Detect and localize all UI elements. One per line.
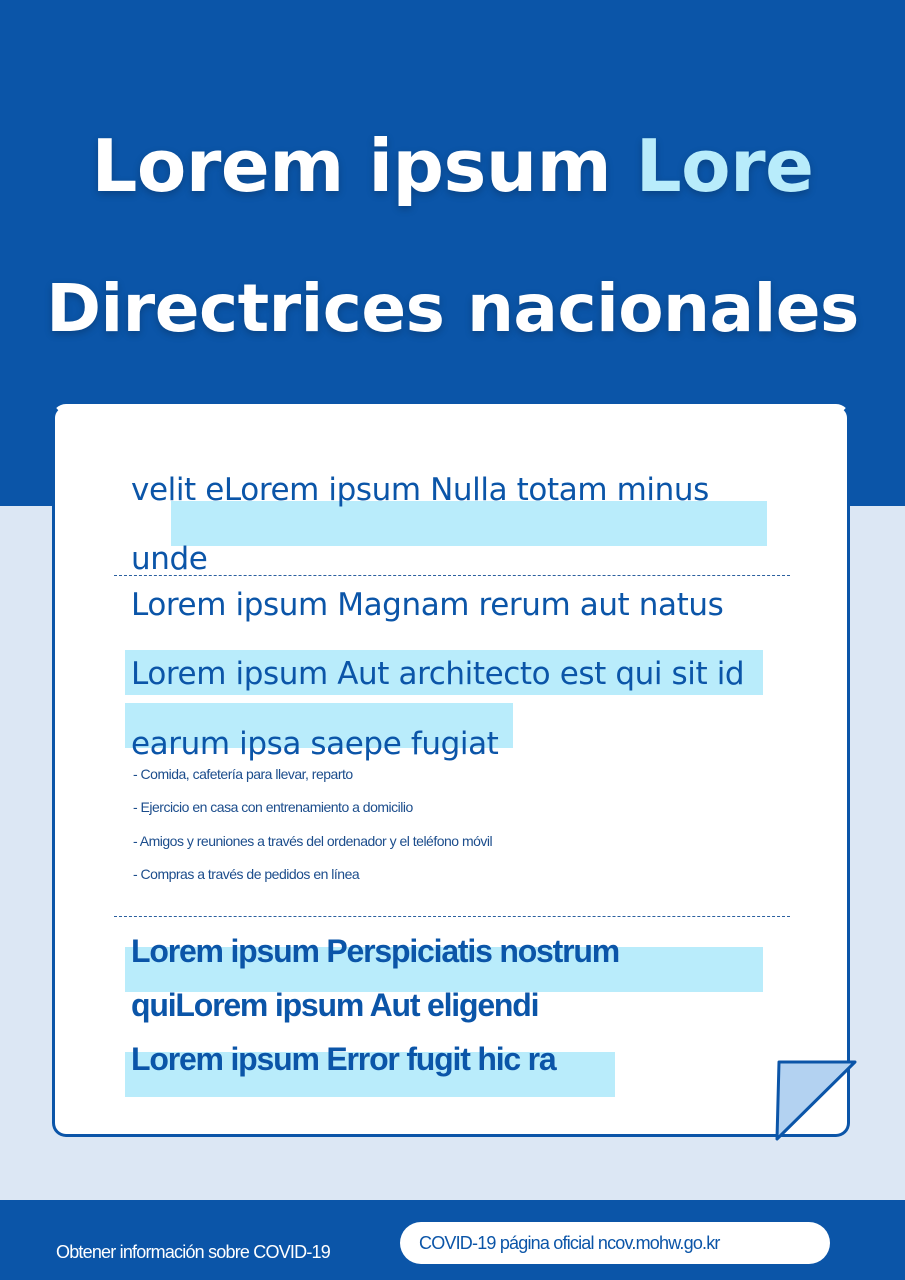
footer-info-text: Obtener información sobre COVID-19 — [56, 1242, 330, 1262]
bullet-list — [133, 766, 492, 899]
card-line: velit eLorem ipsum Nulla totam minus — [131, 472, 709, 508]
list-item: - Ejercicio en casa con entrenamiento a domicilio — [133, 799, 413, 816]
card-line: Lorem ipsum Magnam rerum aut natus — [131, 587, 724, 623]
bold-line: quiLorem ipsum Aut eligendi — [131, 987, 539, 1023]
page-subtitle: Directrices nacionales — [46, 270, 859, 347]
list-item: - Compras a través de pedidos en línea — [133, 865, 360, 882]
bold-line: Lorem ipsum Error fugit hic ra — [131, 1041, 556, 1077]
card-line: earum ipsa saepe fugiat — [131, 726, 499, 762]
card-line: Lorem ipsum Aut architecto est qui sit id — [131, 656, 745, 692]
bold-line: Lorem ipsum Perspiciatis nostrum — [131, 933, 619, 969]
page-title: Lorem ipsum Lore — [91, 124, 814, 208]
title-highlight: Lore — [635, 124, 814, 208]
dashed-divider — [114, 916, 790, 917]
card-line: unde — [131, 541, 208, 577]
list-item: - Comida, cafetería para llevar, reparto — [133, 766, 353, 782]
list-item: - Amigos y reuniones a través del ordenador y el teléfono móvil — [133, 832, 493, 849]
official-site-link[interactable]: COVID-19 página oficial ncov.mohw.go.kr — [400, 1222, 830, 1264]
page-fold-corner — [775, 1059, 857, 1141]
dashed-divider — [114, 575, 790, 576]
